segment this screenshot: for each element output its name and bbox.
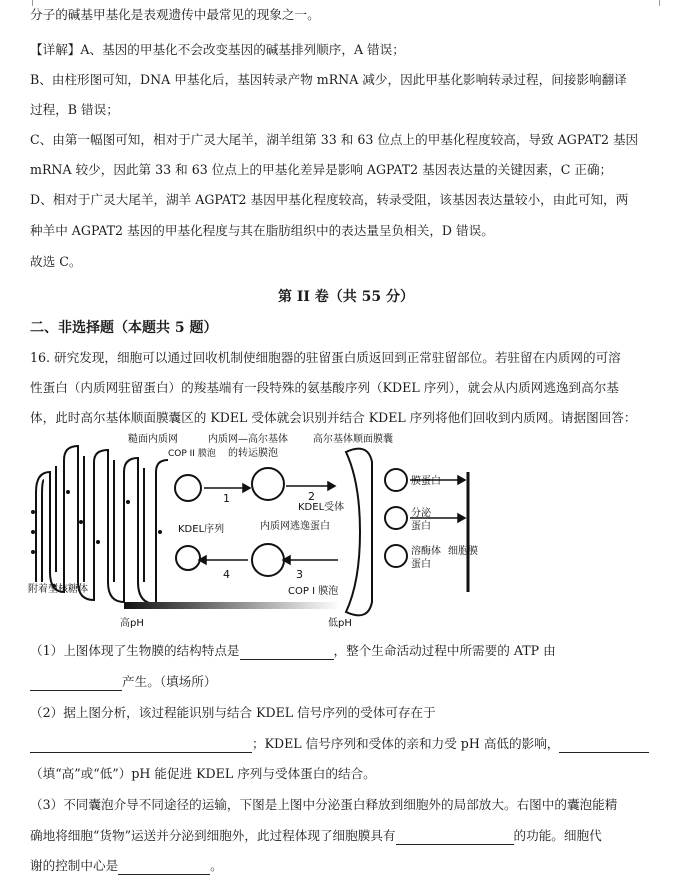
text-line: 【详解】A、基因的甲基化不会改变基因的碱基排列顺序，A 错误； <box>30 42 405 57</box>
label-ribosome: 附着型核糖体 <box>28 584 88 595</box>
answer-blank[interactable] <box>118 860 210 875</box>
sub-question-2-cont: ；KDEL 信号序列和受体的亲和力受 pH 高低的影响， <box>30 735 662 753</box>
sub-question-1-cont: 产生。（填场所） <box>30 673 662 691</box>
label-escape: 内质网逃逸蛋白 <box>260 521 330 532</box>
copii-vesicle <box>175 475 201 501</box>
label-lysosome-2: 蛋白 <box>411 559 431 570</box>
answer-blank[interactable] <box>30 676 122 691</box>
answer-blank[interactable] <box>240 645 334 660</box>
label-golgi-cis: 高尔基体顺面膜囊 <box>313 434 393 445</box>
step-3: 3 <box>296 568 303 581</box>
sub-question-2: （2）据上图分析，该过程能识别与结合 KDEL 信号序列的受体可存在于 <box>30 705 436 720</box>
sub-question-2-end: （填“高”或“低”）pH 能促进 KDEL 序列与受体蛋白的结合。 <box>30 766 376 781</box>
copi-vesicle <box>252 544 284 576</box>
lysosome-vesicle <box>385 545 407 567</box>
label-membrane-protein: 膜蛋白 <box>411 476 441 487</box>
sub-question-1: （1）上图体现了生物膜的结构特点是 ，整个生命活动过程中所需要的 ATP 由 <box>30 643 556 658</box>
kdel-transport-diagram <box>28 432 664 632</box>
label-secretory-2: 蛋白 <box>411 521 431 532</box>
text-line: D、相对于广灵大尾羊，湖羊 AGPAT2 基因甲基化程度较高，转录受阻，该基因表达量较小，由此可知，两 <box>30 192 629 207</box>
label-er-golgi-2: 的转运膜泡 <box>228 448 278 459</box>
answer-blank[interactable] <box>396 830 514 845</box>
label-copii: COP II 膜泡 <box>168 449 216 459</box>
label-rough-er: 糙面内质网 <box>128 434 178 445</box>
volume-title: 第 II 卷（共 55 分） <box>277 289 415 305</box>
step-4: 4 <box>223 568 230 581</box>
label-kdel-receptor: KDEL受体 <box>298 502 345 513</box>
text-line: mRNA 较少，因此第 33 和 63 位点上的甲基化差异是影响 AGPAT2 基因表达量的关键因素，C 正确； <box>30 162 613 177</box>
section-title: 二、非选择题（本题共 5 题） <box>30 320 218 336</box>
step-2: 2 <box>308 490 315 503</box>
text-line: 分子的碱基甲基化是表观遗传中最常见的现象之一。 <box>30 7 320 22</box>
question-text: 16. 研究发现，细胞可以通过回收机制使细胞器的驻留蛋白质返回到正常驻留部位。若驻留在内质网的可溶 <box>30 350 621 365</box>
sub-question-3-end: 谢的控制中心是 。 <box>30 858 223 873</box>
label-copi: COP I 膜泡 <box>288 586 339 597</box>
ph-gradient-bar <box>124 602 340 609</box>
label-low-ph: 低pH <box>328 618 352 629</box>
text-line: C、由第一幅图可知，相对于广灵大尾羊，湖羊组第 33 和 63 位点上的甲基化程度较高，导致 AGPAT2 基因 <box>30 132 639 147</box>
text-line: 故选 C。 <box>30 254 82 269</box>
secretory-vesicle <box>385 507 407 529</box>
copi-vesicle-small <box>176 546 200 570</box>
membrane-protein-vesicle <box>385 469 407 491</box>
rough-er-shape <box>36 446 168 604</box>
label-high-ph: 高pH <box>120 618 144 629</box>
label-secretory-1: 分泌 <box>411 508 431 519</box>
sub-question-3-cont: 确地将细胞“货物”运送并分泌到细胞外，此过程体现了细胞膜具有 的功能。细胞代 <box>30 828 602 843</box>
text-line: 过程，B 错误； <box>30 102 119 117</box>
label-cell-membrane: 细胞膜 <box>448 546 478 557</box>
question-text: 体，此时高尔基体顺面膜囊区的 KDEL 受体就会识别并结合 KDEL 序列将他们回收到内质网。请据图回答： <box>30 410 637 425</box>
label-er-golgi-1: 内质网—高尔基体 <box>208 434 288 445</box>
question-text: 性蛋白（内质网驻留蛋白）的羧基端有一段特殊的氨基酸序列（KDEL 序列），就会从内质网逃逸到高尔基 <box>30 380 619 395</box>
text-line: 种羊中 AGPAT2 基因的甲基化程度与其在脂肪组织中的表达量呈负相关，D 错误。 <box>30 223 494 238</box>
answer-blank[interactable] <box>559 738 649 753</box>
golgi-cis <box>346 449 372 616</box>
label-kdel-seq: KDEL序列 <box>178 524 225 535</box>
text-line: B、由柱形图可知，DNA 甲基化后，基因转录产物 mRNA 减少，因此甲基化影响转录过程，间接影响翻译 <box>30 72 627 87</box>
answer-blank[interactable] <box>30 738 252 753</box>
label-lysosome-1: 溶酶体 <box>411 546 441 557</box>
sub-question-3: （3）不同囊泡介导不同途径的运输，下图是上图中分泌蛋白释放到细胞外的局部放大。右图中的囊泡能精 <box>30 797 618 812</box>
step-1: 1 <box>223 492 230 505</box>
transport-vesicle <box>252 468 284 500</box>
